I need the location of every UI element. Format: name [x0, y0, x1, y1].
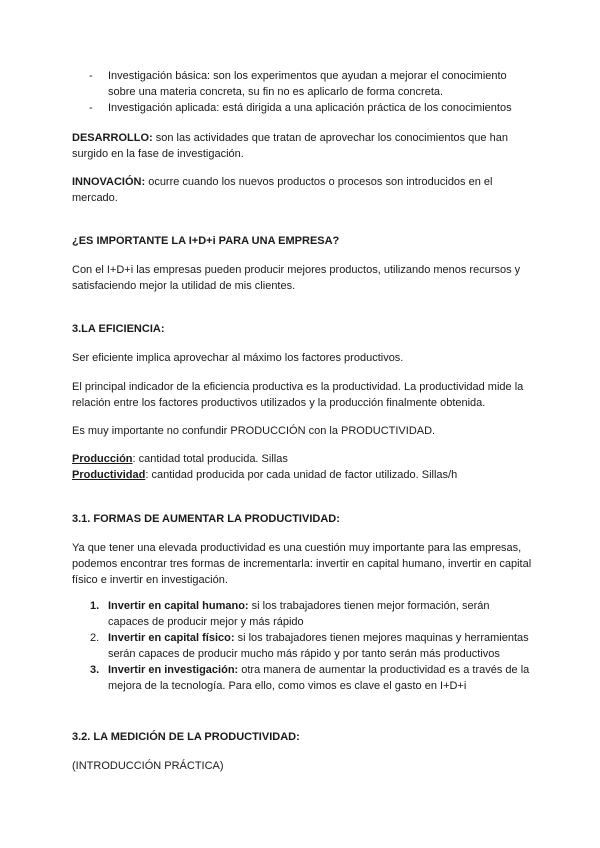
paragraph-importante: Con el I+D+i las empresas pueden producir mejores productos, utilizando menos recursos y satisfaciendo mejor la utilidad de mis clientes. — [72, 264, 521, 292]
list-item — [72, 100, 532, 116]
produccion-term: Producción — [72, 453, 133, 465]
list-number: 1. — [90, 600, 100, 612]
produccion-definition: : cantidad total producida. Sillas — [132, 453, 288, 465]
list-item-text: si los trabajadores tienen mejores maquinas y herramientas serán capaces de producir mucho más rápido y por tanto serán más productivos — [108, 632, 529, 660]
list-item — [72, 662, 532, 694]
paragraph-formas: Ya que tener una elevada productividad es una cuestión muy importante para las empresas, podemos encontrar tres formas de incrementarla: invertir en capital humano, invertir en capital físico e invertir en investigación. — [72, 542, 532, 586]
list-item-label: Invertir en capital físico: — [108, 632, 235, 644]
productividad-term: Productividad — [72, 469, 146, 481]
list-item — [72, 598, 532, 630]
heading-formas: 3.1. FORMAS DE AUMENTAR LA PRODUCTIVIDAD: — [72, 513, 340, 525]
list-item-text: si los trabajadores tienen mejor formación, serán capaces de producir mejor y más rápido — [108, 600, 490, 628]
list-item — [72, 68, 532, 100]
formas-list — [72, 598, 532, 694]
heading-importante: ¿ES IMPORTANTE LA I+D+i PARA UNA EMPRESA? — [72, 235, 340, 247]
list-marker: - — [89, 70, 93, 82]
heading-medicion: 3.2. LA MEDICIÓN DE LA PRODUCTIVIDAD: — [72, 731, 300, 743]
paragraph-indicador: El principal indicador de la eficiencia productiva es la productividad. La productividad mide la relación entre los factores productivos utilizados y la producción finalmente obtenida. — [72, 381, 524, 409]
productividad-definition: : cantidad producida por cada unidad de factor utilizado. Sillas/h — [145, 469, 458, 481]
list-item-text: Investigación aplicada: está dirigida a una aplicación práctica de los conocimientos — [108, 102, 512, 114]
definition-produccion — [72, 451, 532, 467]
innovacion-text: ocurre cuando los nuevos productos o procesos son introducidos en el mercado. — [72, 176, 493, 204]
list-item-label: Invertir en capital humano: — [108, 600, 249, 612]
list-item — [72, 630, 532, 662]
innovacion-label: INNOVACIÓN: — [72, 176, 146, 188]
innovacion-paragraph — [72, 174, 532, 206]
investigacion-list — [72, 68, 532, 116]
desarrollo-text: son las actividades que tratan de aprovechar los conocimientos que han surgido en la fase de investigación. — [72, 132, 508, 160]
list-marker: - — [89, 102, 93, 114]
list-item-text: Investigación básica: son los experimentos que ayudan a mejorar el conocimiento sobre una materia concreta, su fin no es aplicarlo de forma concreta. — [108, 70, 507, 98]
paragraph-confundir: Es muy importante no confundir PRODUCCIÓN con la PRODUCTIVIDAD. — [72, 425, 436, 437]
paragraph-introduccion: (INTRODUCCIÓN PRÁCTICA) — [72, 760, 224, 772]
list-item-label: Invertir en investigación: — [108, 664, 239, 676]
list-number: 2. — [90, 632, 100, 644]
list-number: 3. — [90, 664, 100, 676]
heading-eficiencia: 3.LA EFICIENCIA: — [72, 323, 165, 335]
list-item-text: otra manera de aumentar la productividad es a través de la mejora de la tecnología. Para ello, como vimos es clave el gasto en I+D+i — [108, 664, 530, 692]
desarrollo-label: DESARROLLO: — [72, 132, 153, 144]
definition-productividad — [72, 467, 532, 483]
desarrollo-paragraph — [72, 130, 532, 162]
paragraph-eficiente: Ser eficiente implica aprovechar al máximo los factores productivos. — [72, 352, 404, 364]
